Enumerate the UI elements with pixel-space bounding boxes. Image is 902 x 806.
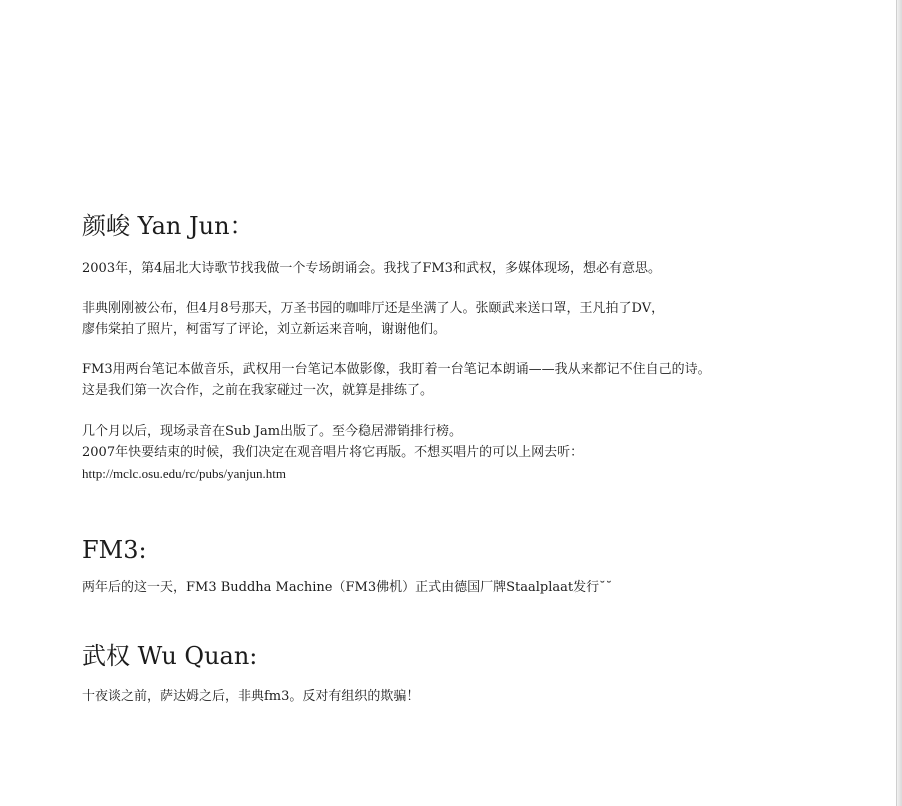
paragraph-fm3 <box>82 577 612 598</box>
section-heading-fm3: FM3: <box>82 536 147 564</box>
paragraph-yan-jun-2 <box>82 298 664 340</box>
section-heading-yan-jun: 颜峻 Yan Jun： <box>82 212 254 240</box>
text-line: 廖伟棠拍了照片，柯雷写了评论，刘立新运来音响，谢谢他们。 <box>82 322 447 337</box>
text-line: 2003年，第4届北大诗歌节找我做一个专场朗诵会。我找了FM3和武权，多媒体现场，想必有意思。 <box>82 261 661 276</box>
text-line: 几个月以后，现场录音在Sub Jam出版了。至今稳居滞销排行榜。 <box>82 424 463 439</box>
text-line: 两年后的这一天，FM3 Buddha Machine（FM3佛机）正式由德国厂牌Staalplaat发行˘˘ <box>82 580 613 595</box>
section-heading-wu-quan: 武权 Wu Quan: <box>82 642 258 670</box>
text-line: 十夜谈之前，萨达姆之后，非典fm3。反对有组织的欺骗！ <box>82 689 420 704</box>
paragraph-yan-jun-1 <box>82 258 661 279</box>
text-line: 2007年快要结束的时候，我们决定在观音唱片将它再版。不想买唱片的可以上网去听： <box>82 445 584 460</box>
text-line: 非典刚刚被公布，但4月8号那天，万圣书园的咖啡厅还是坐满了人。张颐武来送口罩，王凡拍了DV， <box>82 301 665 316</box>
paragraph-wu-quan <box>82 686 419 707</box>
listen-url-text: http://mclc.osu.edu/rc/pubs/yanjun.htm <box>82 466 287 481</box>
text-line: 这是我们第一次合作，之前在我家碰过一次，就算是排练了。 <box>82 383 434 398</box>
paragraph-yan-jun-3 <box>82 359 711 401</box>
paragraph-yan-jun-4 <box>82 421 583 484</box>
text-line: FM3用两台笔记本做音乐，武权用一台笔记本做影像，我盯着一台笔记本朗诵——我从来都记不住自己的诗。 <box>82 362 711 377</box>
page-edge-divider <box>896 0 902 806</box>
